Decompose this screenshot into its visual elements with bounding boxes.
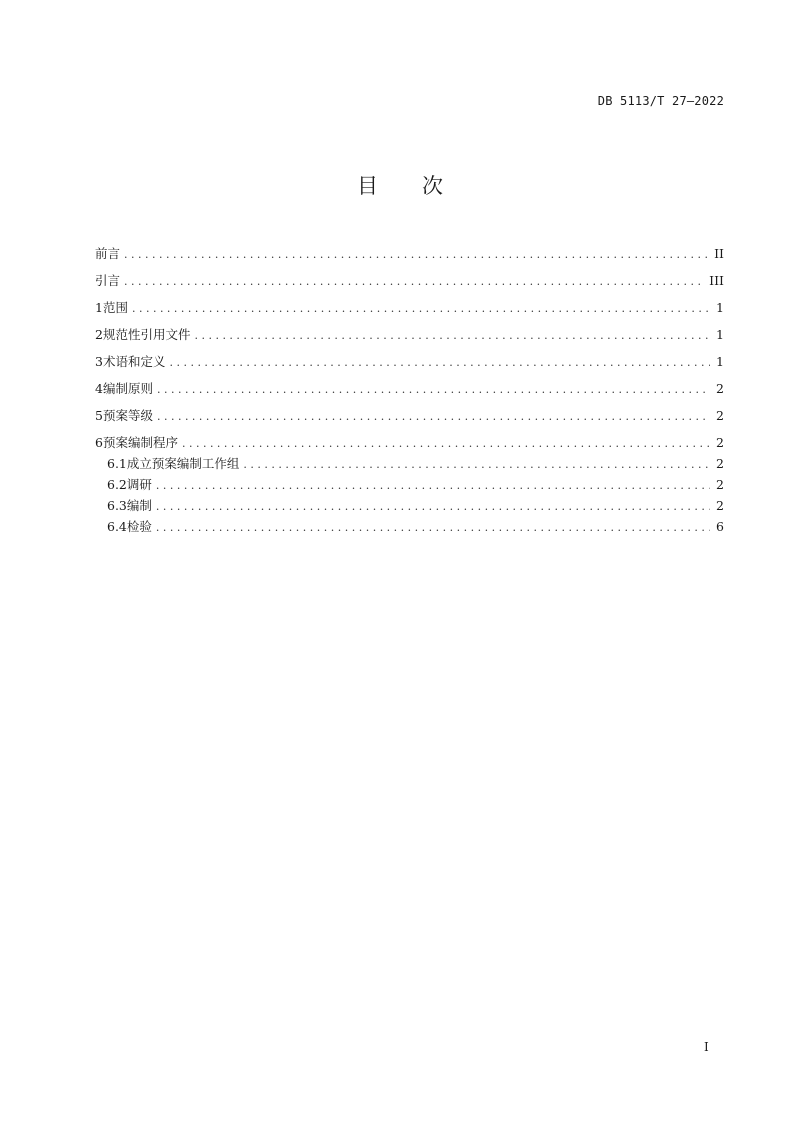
toc-entry-page: III xyxy=(709,273,724,288)
table-of-contents xyxy=(95,244,724,538)
toc-entry-page: 2 xyxy=(716,498,724,513)
toc-leader-dots xyxy=(132,302,710,315)
toc-entry-number: 1 xyxy=(95,300,103,315)
toc-entry-page: 2 xyxy=(716,477,724,492)
toc-entry-number: 4 xyxy=(95,381,103,396)
toc-entry-6[interactable] xyxy=(95,433,724,454)
toc-entry-page: 6 xyxy=(716,519,724,534)
toc-leader-dots xyxy=(156,521,710,534)
toc-entry-page: 2 xyxy=(716,456,724,471)
toc-entry-page: 2 xyxy=(716,435,724,450)
toc-entry-number: 6.1 xyxy=(107,456,127,471)
toc-entry-label: 规范性引用文件 xyxy=(102,327,191,342)
toc-entry-label: 编制 xyxy=(126,498,152,513)
toc-entry-number: 5 xyxy=(95,408,103,423)
toc-entry-page: II xyxy=(714,246,724,261)
toc-leader-dots xyxy=(157,410,710,423)
toc-entry-label: 调研 xyxy=(126,477,152,492)
toc-entry-number: 6 xyxy=(95,435,103,450)
toc-entry-label: 范围 xyxy=(102,300,128,315)
toc-leader-dots xyxy=(182,437,710,450)
title-char-1: 目 xyxy=(357,174,378,198)
toc-entry-label: 术语和定义 xyxy=(102,354,166,369)
toc-entry-label: 预案编制程序 xyxy=(102,435,178,450)
toc-entry-number: 2 xyxy=(95,327,103,342)
toc-entry-number: 3 xyxy=(95,354,103,369)
page-number: I xyxy=(704,1040,709,1054)
toc-entry-introduction[interactable] xyxy=(95,271,724,298)
toc-leader-dots xyxy=(156,479,710,492)
toc-entry-1[interactable] xyxy=(95,298,724,325)
toc-leader-dots xyxy=(124,275,703,288)
toc-entry-page: 2 xyxy=(716,381,724,396)
standard-code: DB 5113/T 27—2022 xyxy=(597,94,724,108)
toc-entry-page: 1 xyxy=(716,327,724,342)
toc-subentry-6-4[interactable] xyxy=(95,517,724,538)
toc-entry-3[interactable] xyxy=(95,352,724,379)
toc-entry-page: 1 xyxy=(716,300,724,315)
toc-leader-dots xyxy=(169,356,710,369)
toc-entry-label: 预案等级 xyxy=(102,408,153,423)
toc-entry-number: 6.4 xyxy=(107,519,127,534)
toc-entry-label: 成立预案编制工作组 xyxy=(126,456,240,471)
toc-leader-dots xyxy=(243,458,710,471)
page-title xyxy=(0,170,800,200)
toc-entry-5[interactable] xyxy=(95,406,724,433)
toc-entry-label: 检验 xyxy=(126,519,152,534)
toc-entry-foreword[interactable] xyxy=(95,244,724,271)
toc-subentry-6-1[interactable] xyxy=(95,454,724,475)
toc-entry-4[interactable] xyxy=(95,379,724,406)
toc-entry-number: 6.3 xyxy=(107,498,127,513)
toc-leader-dots xyxy=(194,329,710,342)
toc-entry-2[interactable] xyxy=(95,325,724,352)
title-char-2: 次 xyxy=(422,174,443,198)
toc-leader-dots xyxy=(157,383,710,396)
toc-leader-dots xyxy=(124,248,708,261)
toc-subentry-6-2[interactable] xyxy=(95,475,724,496)
toc-entry-page: 2 xyxy=(716,408,724,423)
toc-entry-label: 前言 xyxy=(95,246,121,261)
toc-entry-label: 编制原则 xyxy=(102,381,153,396)
toc-entry-number: 6.2 xyxy=(107,477,127,492)
toc-leader-dots xyxy=(156,500,710,513)
toc-entry-page: 1 xyxy=(716,354,724,369)
toc-subentry-6-3[interactable] xyxy=(95,496,724,517)
toc-entry-label: 引言 xyxy=(95,273,121,288)
